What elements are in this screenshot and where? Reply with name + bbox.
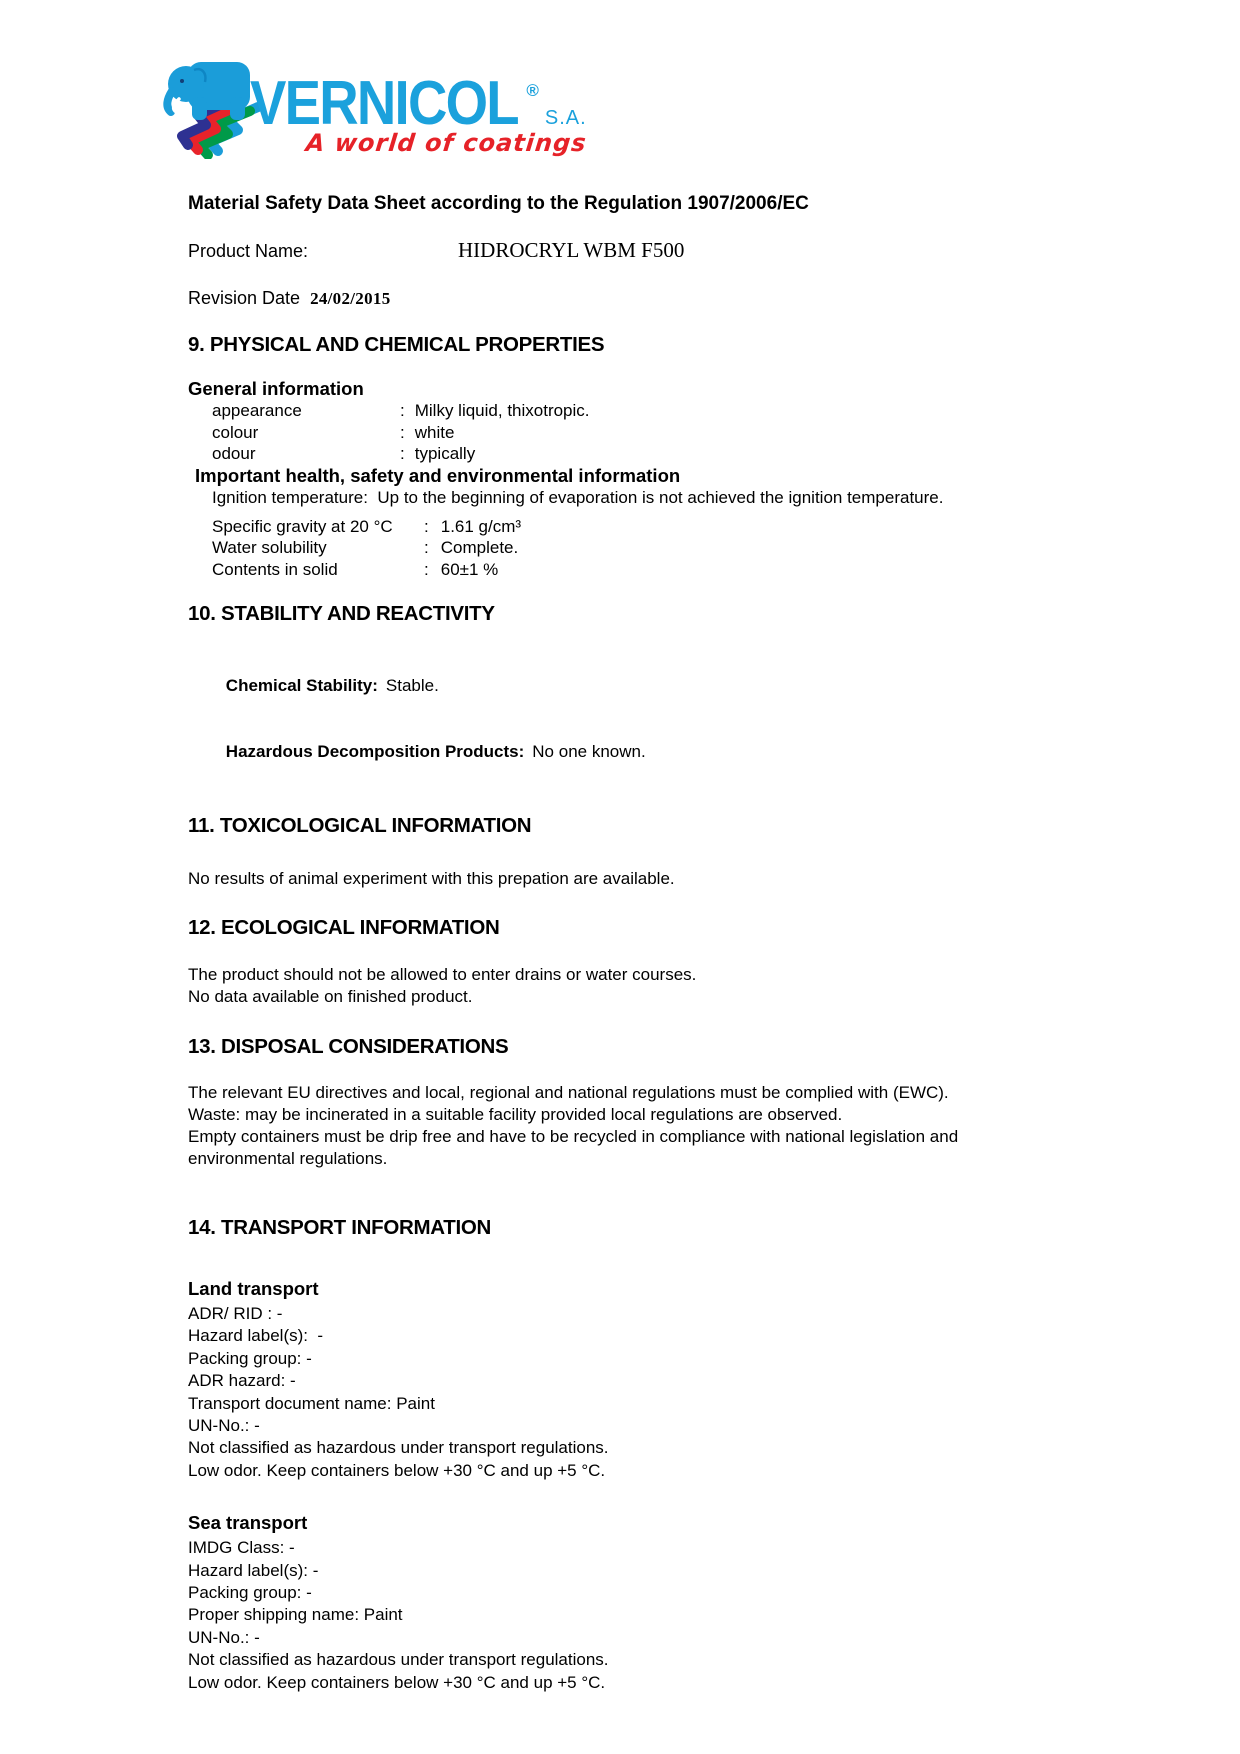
physical-properties-group (188, 516, 1088, 581)
transport-line: Hazard label(s): - (188, 1326, 324, 1346)
row-value: Stable. (385, 676, 439, 695)
general-information-heading: General information (188, 378, 364, 399)
product-name-row (188, 239, 1088, 262)
transport-line: Proper shipping name: Paint (188, 1605, 403, 1625)
property-value: 1.61 g/cm³ (440, 516, 522, 536)
product-name-label: Product Name: (188, 241, 309, 261)
text-line: The relevant EU directives and local, regional and national regulations must be complied with (EWC). (188, 1083, 949, 1102)
transport-line: ADR hazard: - (188, 1371, 296, 1391)
section-14-heading: 14. TRANSPORT INFORMATION (188, 1216, 492, 1239)
text-line: The product should not be allowed to enter drains or water courses. (188, 965, 697, 984)
row-label: Chemical Stability: (225, 676, 378, 695)
company-suffix: S.A. (544, 107, 587, 129)
property-value: Milky liquid, thixotropic. (414, 401, 590, 420)
colon-separator: : (400, 422, 405, 442)
row-label: Hazardous Decomposition Products: (225, 742, 525, 761)
section-12-heading: 12. ECOLOGICAL INFORMATION (188, 916, 500, 939)
document-title: Material Safety Data Sheet according to the Regulation 1907/2006/EC (188, 193, 809, 214)
property-row-colour (188, 422, 1088, 444)
important-information-heading: Important health, safety and environmental information (195, 464, 681, 486)
section-11-heading: 11. TOXICOLOGICAL INFORMATION (188, 814, 532, 837)
transport-line: Hazard label(s): - (188, 1560, 319, 1580)
transport-line: UN-No.: - (188, 1416, 260, 1436)
property-label: Contents in solid (212, 559, 338, 579)
text-line: No data available on finished product. (188, 987, 473, 1006)
property-row-specific-gravity (188, 516, 1088, 538)
ignition-temperature-line: Ignition temperature: Up to the beginning of evaporation is not achieved the ignition temperature. (212, 487, 944, 507)
revision-date-value: 24/02/2015 (310, 289, 391, 308)
text-line: No results of animal experiment with this prepation are available. (188, 869, 675, 888)
text-line: Waste: may be incinerated in a suitable facility provided local regulations are observed. (188, 1105, 843, 1124)
section-13-heading: 13. DISPOSAL CONSIDERATIONS (188, 1035, 509, 1058)
transport-line: Packing group: - (188, 1348, 312, 1368)
product-name-value: HIDROCRYL WBM F500 (458, 238, 685, 262)
property-row-appearance (188, 400, 1088, 422)
property-value: white (414, 422, 455, 442)
transport-line: ADR/ RID : - (188, 1304, 283, 1323)
transport-line: UN-No.: - (188, 1627, 260, 1647)
transport-line: Transport document name: Paint (188, 1393, 435, 1413)
land-transport-heading: Land transport (188, 1278, 319, 1299)
colon-separator: : (424, 559, 429, 579)
property-label: Specific gravity at 20 °C (212, 516, 393, 536)
land-transport-lines (188, 1303, 1088, 1482)
property-label: appearance (212, 401, 302, 420)
registered-trademark-icon: ® (526, 81, 539, 100)
transport-line: Not classified as hazardous under transport regulations. (188, 1650, 609, 1670)
property-value: Complete. (440, 538, 519, 557)
transport-line: Packing group: - (188, 1583, 312, 1603)
transport-line: Low odor. Keep containers below +30 °C and up +5 °C. (188, 1460, 606, 1480)
property-row-odour (188, 443, 1088, 465)
brand-name: VERNICOL (250, 69, 518, 138)
row-value: No one known. (532, 742, 646, 761)
document-content (188, 193, 1088, 1694)
toxicological-text (188, 868, 1088, 890)
property-value: 60±1 % (440, 559, 499, 579)
sea-transport-lines (188, 1537, 1088, 1694)
colon-separator: : (400, 401, 405, 420)
property-row-water-solubility (188, 537, 1088, 559)
colon-separator: : (400, 444, 405, 463)
colon-separator: : (424, 538, 429, 557)
property-label: odour (212, 444, 256, 463)
colon-separator: : (424, 516, 429, 536)
section-10-heading: 10. STABILITY AND REACTIVITY (188, 602, 495, 625)
brand-tagline: A world of coatings (304, 129, 589, 157)
transport-line: Not classified as hazardous under transport regulations. (188, 1438, 609, 1458)
sea-transport-heading: Sea transport (188, 1512, 308, 1534)
transport-line: Low odor. Keep containers below +30 °C and up +5 °C. (188, 1672, 606, 1692)
property-value: typically (414, 444, 476, 463)
section-9-heading: 9. PHYSICAL AND CHEMICAL PROPERTIES (188, 333, 605, 356)
hazardous-decomposition-row (188, 719, 1088, 785)
text-line: Empty containers must be drip free and have to be recycled in compliance with national legislation and (188, 1127, 959, 1146)
disposal-text (188, 1082, 1088, 1170)
property-label: colour (212, 422, 259, 442)
revision-date-row (188, 287, 1088, 310)
ecological-text (188, 964, 1088, 1008)
transport-line: IMDG Class: - (188, 1538, 295, 1558)
property-row-contents-in-solid (188, 559, 1088, 581)
revision-date-label: Revision Date (188, 288, 301, 308)
stability-rows (188, 653, 1088, 785)
text-line: environmental regulations. (188, 1149, 388, 1168)
brand-line (250, 69, 587, 138)
chemical-stability-row (188, 653, 1088, 719)
property-label: Water solubility (212, 538, 327, 557)
vernicol-logo (158, 55, 618, 165)
